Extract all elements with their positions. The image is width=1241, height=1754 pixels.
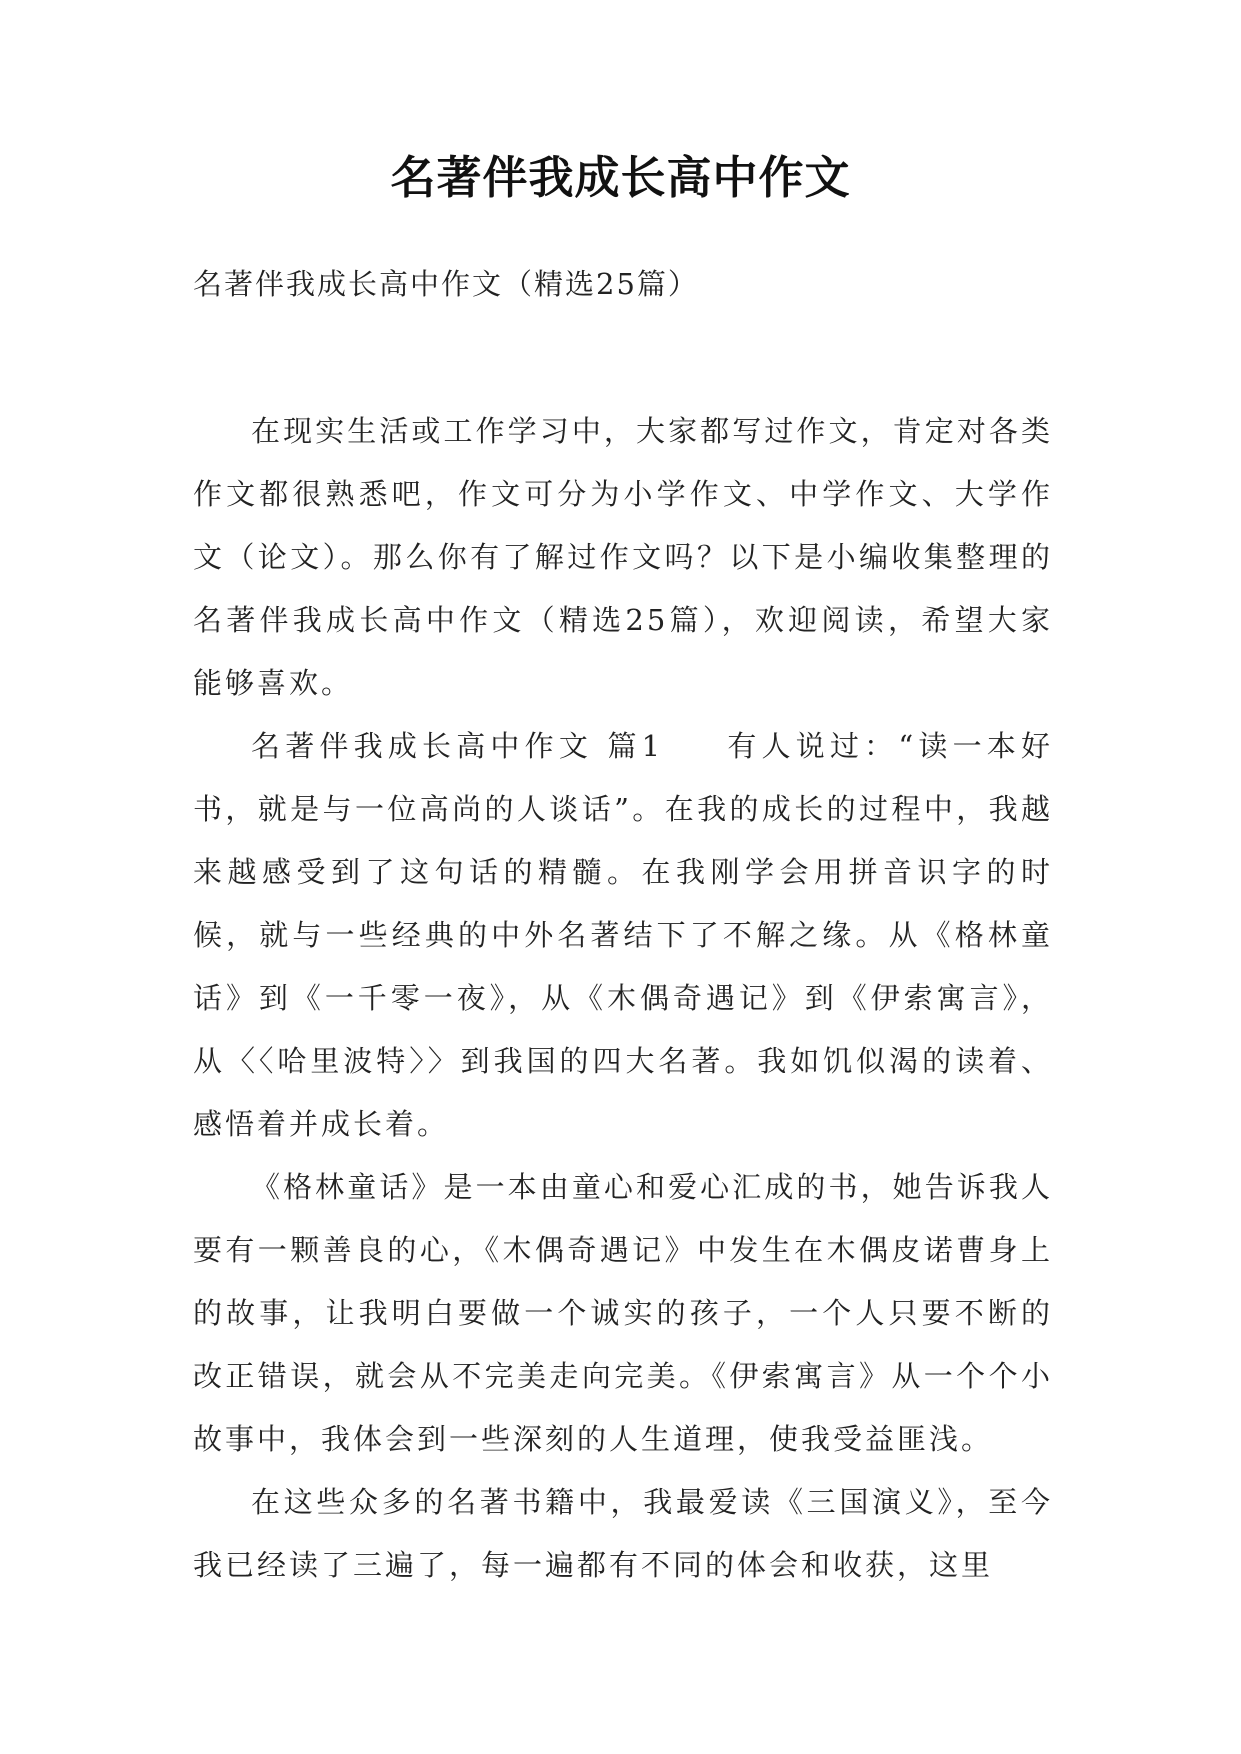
paragraph-text: 在现实生活或工作学习中，大家都写过作文，肯定对各类作文都很熟悉吧，作文可分为小学作文、中学作文、大学作文（论文）。那么你有了解过作文吗？以下是小编收集整理的名著伴我成长高中作文（精选25篇），欢迎阅读，希望大家能够喜欢。 bbox=[193, 414, 1053, 700]
section-heading: 名著伴我成长高中作文 篇1 bbox=[251, 729, 664, 763]
document-subtitle: 名著伴我成长高中作文（精选25篇） bbox=[193, 267, 699, 301]
body-paragraph bbox=[193, 400, 1053, 715]
body-paragraph bbox=[193, 1471, 1053, 1597]
document-body bbox=[193, 400, 1053, 1597]
document-title: 名著伴我成长高中作文 bbox=[390, 151, 851, 204]
paragraph-text: 在这些众多的名著书籍中，我最爱读《三国演义》，至今我已经读了三遍了，每一遍都有不同的体会和收获，这里 bbox=[193, 1485, 1053, 1582]
paragraph-text: 有人说过：“读一本好书，就是与一位高尚的人谈话”。在我的成长的过程中，我越来越感受到了这句话的精髓。在我刚学会用拼音识字的时候，就与一些经典的中外名著结下了不解之缘。从《格林童话》到《一千零一夜》，从《木偶奇遇记》到《伊索寓言》，从〈〈哈里波特〉〉到我国的四大名著。我如饥似渴的读着、感悟着并成长着。 bbox=[193, 729, 1053, 1141]
body-paragraph bbox=[193, 1156, 1053, 1471]
body-paragraph bbox=[193, 715, 1053, 1156]
paragraph-text: 《格林童话》是一本由童心和爱心汇成的书，她告诉我人要有一颗善良的心，《木偶奇遇记》中发生在木偶皮诺曹身上的故事，让我明白要做一个诚实的孩子，一个人只要不断的改正错误，就会从不完美走向完美。《伊索寓言》从一个个小故事中，我体会到一些深刻的人生道理，使我受益匪浅。 bbox=[193, 1170, 1053, 1456]
